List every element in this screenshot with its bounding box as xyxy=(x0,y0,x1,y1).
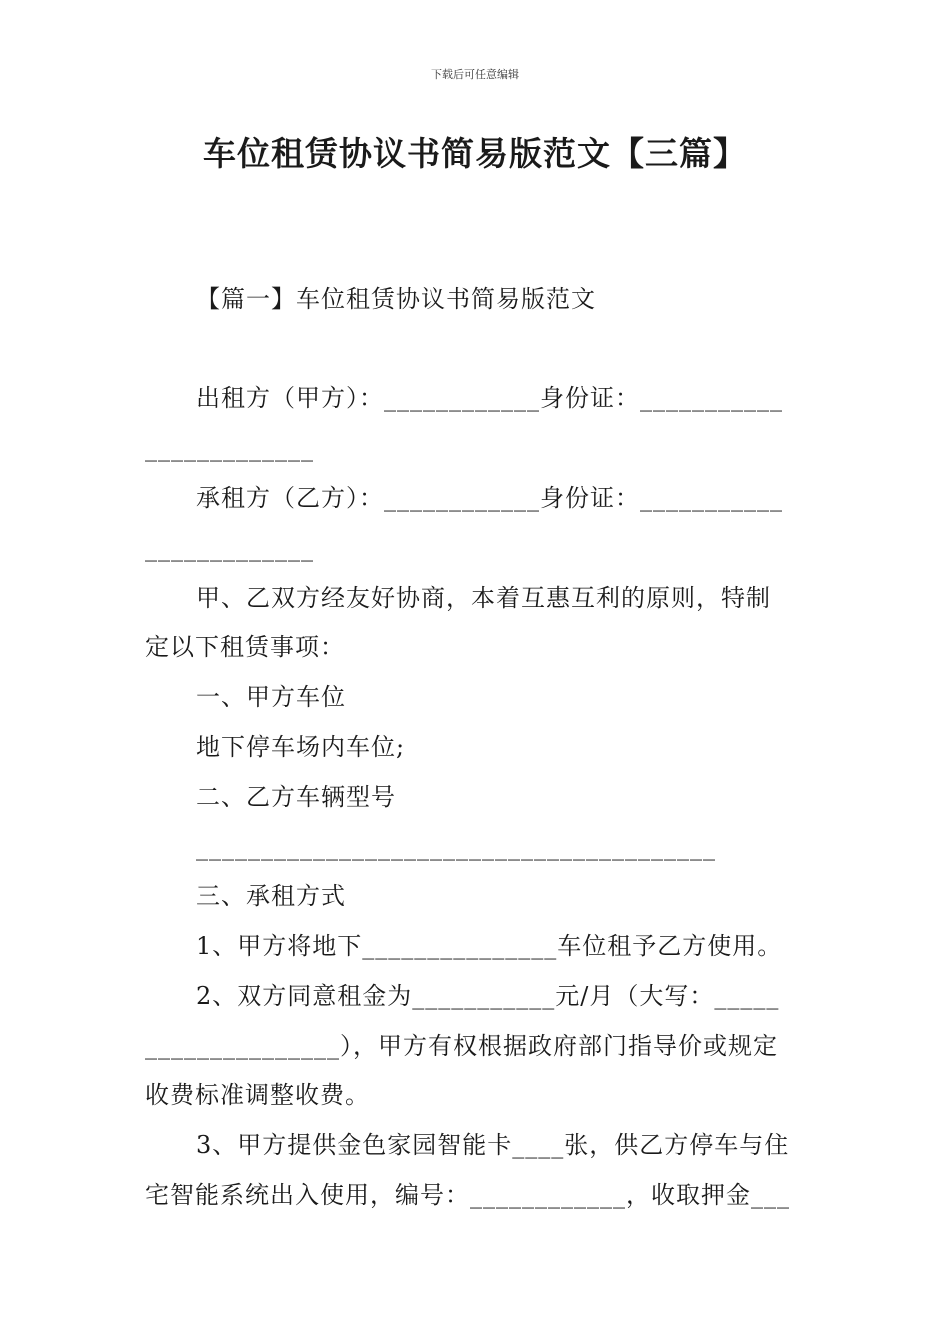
body-line: 宅智能系统出入使用，编号：____________，收取押金___ xyxy=(145,1181,790,1209)
body-line: _______________），甲方有权根据政府部门指导价或规定 xyxy=(145,1032,778,1060)
body-line: ________________________________________ xyxy=(196,833,716,861)
body-line: 收费标准调整收费。 xyxy=(145,1081,370,1109)
section-heading: 【篇一】车位租赁协议书简易版范文 xyxy=(196,285,596,313)
body-line: 3、甲方提供金色家园智能卡____张，供乙方停车与住 xyxy=(196,1131,790,1159)
body-line: _____________ xyxy=(145,434,314,462)
body-line: 出租方（甲方）：____________身份证：___________ xyxy=(196,384,783,412)
body-line: 1、甲方将地下_______________车位租予乙方使用。 xyxy=(196,932,783,960)
body-line: 甲、乙双方经友好协商，本着互惠互利的原则，特制 xyxy=(196,584,771,612)
body-line: 二、乙方车辆型号 xyxy=(196,783,396,811)
body-line: 一、甲方车位 xyxy=(196,683,346,711)
body-line: 2、双方同意租金为___________元/月（大写：_____ xyxy=(196,982,780,1010)
body-line: 三、承租方式 xyxy=(196,882,346,910)
body-line: _____________ xyxy=(145,534,314,562)
body-line: 地下停车场内车位; xyxy=(196,733,406,761)
body-line: 承租方（乙方）：____________身份证：___________ xyxy=(196,484,783,512)
header-note: 下载后可任意编辑 xyxy=(431,68,519,81)
document-title: 车位租赁协议书简易版范文【三篇】 xyxy=(203,134,747,173)
body-line: 定以下租赁事项： xyxy=(145,633,345,661)
